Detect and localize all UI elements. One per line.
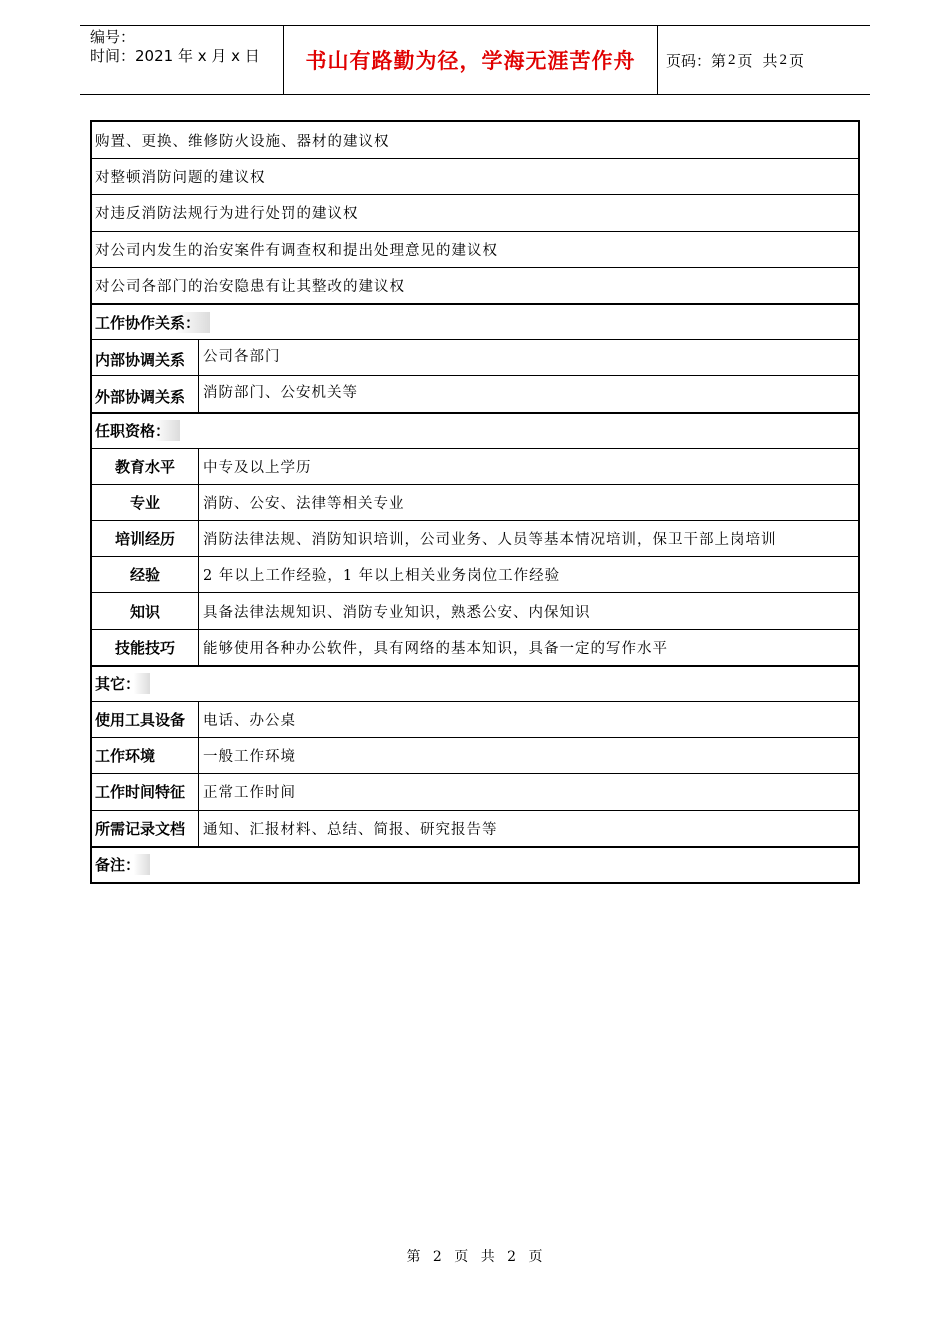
row-label: 内部协调关系 <box>92 340 199 375</box>
row-value: 消防部门、公安机关等 <box>203 385 358 402</box>
row-label: 专业 <box>92 485 199 520</box>
footer-page-total: 2 <box>507 1249 518 1265</box>
table-row <box>92 810 858 846</box>
footer-total-unit: 页 <box>528 1249 544 1265</box>
table-row <box>92 520 858 556</box>
section-remarks <box>92 848 858 882</box>
rights-text: 对公司内发生的治安案件有调查权和提出处理意见的建议权 <box>95 242 498 259</box>
row-label: 培训经历 <box>92 521 199 556</box>
table-row <box>92 484 858 520</box>
row-label: 教育水平 <box>92 449 199 484</box>
rights-row <box>92 267 858 303</box>
page-current: 2 <box>728 51 736 68</box>
total-label: 共 <box>762 51 778 70</box>
row-value: 具备法律法规知识、消防专业知识，熟悉公安、内保知识 <box>203 604 591 621</box>
total-unit: 页 <box>789 51 805 70</box>
page-total: 2 <box>779 51 788 68</box>
table-row <box>92 737 858 773</box>
row-label: 所需记录文档 <box>92 811 199 846</box>
row-value: 正常工作时间 <box>203 785 296 802</box>
rights-row <box>92 122 858 158</box>
row-value: 电话、办公桌 <box>203 713 296 730</box>
rights-row <box>92 194 858 230</box>
row-value: 消防法律法规、消防知识培训，公司业务、人员等基本情况培训，保卫干部上岗培训 <box>203 532 777 549</box>
header-info <box>80 26 283 94</box>
section-title: 工作协作关系： <box>95 312 210 333</box>
rights-text: 购置、更换、维修防火设施、器材的建议权 <box>95 133 390 150</box>
table-row <box>92 629 858 665</box>
row-value: 能够使用各种办公软件，具有网络的基本知识，具备一定的写作水平 <box>203 640 668 657</box>
table-row <box>92 448 858 484</box>
table-row <box>92 339 858 375</box>
row-label: 工作时间特征 <box>92 774 199 809</box>
document-date: 时间：2021 年 x 月 x 日 <box>90 47 260 65</box>
section-header-row <box>92 846 858 882</box>
section-title: 任职资格： <box>95 420 180 441</box>
row-value: 公司各部门 <box>203 349 281 366</box>
rights-row <box>92 231 858 267</box>
row-value: 2 年以上工作经验，1 年以上相关业务岗位工作经验 <box>203 568 561 585</box>
row-label: 使用工具设备 <box>92 702 199 737</box>
row-value: 消防、公安、法律等相关专业 <box>203 495 405 512</box>
section-header-row <box>92 303 858 339</box>
table-row <box>92 701 858 737</box>
page-header <box>80 25 870 95</box>
row-value: 中专及以上学历 <box>203 459 312 476</box>
footer-page-unit: 页 <box>454 1249 470 1265</box>
header-page-info <box>658 26 870 94</box>
header-motto: 书山有路勤为径，学海无涯苦作舟 <box>283 26 658 94</box>
section-header-row <box>92 665 858 701</box>
table-row <box>92 375 858 411</box>
document-number-label: 编号： <box>90 28 136 46</box>
section-cooperation <box>92 305 858 339</box>
page-unit: 页 <box>737 51 753 70</box>
page-label: 页码：第 <box>666 51 727 70</box>
table-row <box>92 556 858 592</box>
rights-text: 对违反消防法规行为进行处罚的建议权 <box>95 206 359 223</box>
section-title: 备注： <box>95 854 150 875</box>
row-value: 通知、汇报材料、总结、简报、研究报告等 <box>203 821 498 838</box>
table-row <box>92 592 858 628</box>
rights-text: 对整顿消防问题的建议权 <box>95 170 266 187</box>
job-description-table <box>90 120 860 884</box>
row-label: 外部协调关系 <box>92 376 199 411</box>
row-label: 经验 <box>92 557 199 592</box>
section-other <box>92 667 858 701</box>
row-label: 工作环境 <box>92 738 199 773</box>
row-label: 知识 <box>92 593 199 628</box>
rights-row <box>92 158 858 194</box>
footer-total-prefix: 共 <box>480 1249 496 1265</box>
table-row <box>92 773 858 809</box>
row-value: 一般工作环境 <box>203 749 296 766</box>
footer-page-current: 2 <box>432 1249 443 1265</box>
row-label: 技能技巧 <box>92 630 199 665</box>
section-qualifications <box>92 414 858 448</box>
rights-text: 对公司各部门的治安隐患有让其整改的建议权 <box>95 278 405 295</box>
page-footer <box>0 1246 950 1266</box>
section-header-row <box>92 412 858 448</box>
section-title: 其它： <box>95 673 150 694</box>
footer-page-prefix: 第 <box>406 1249 422 1265</box>
